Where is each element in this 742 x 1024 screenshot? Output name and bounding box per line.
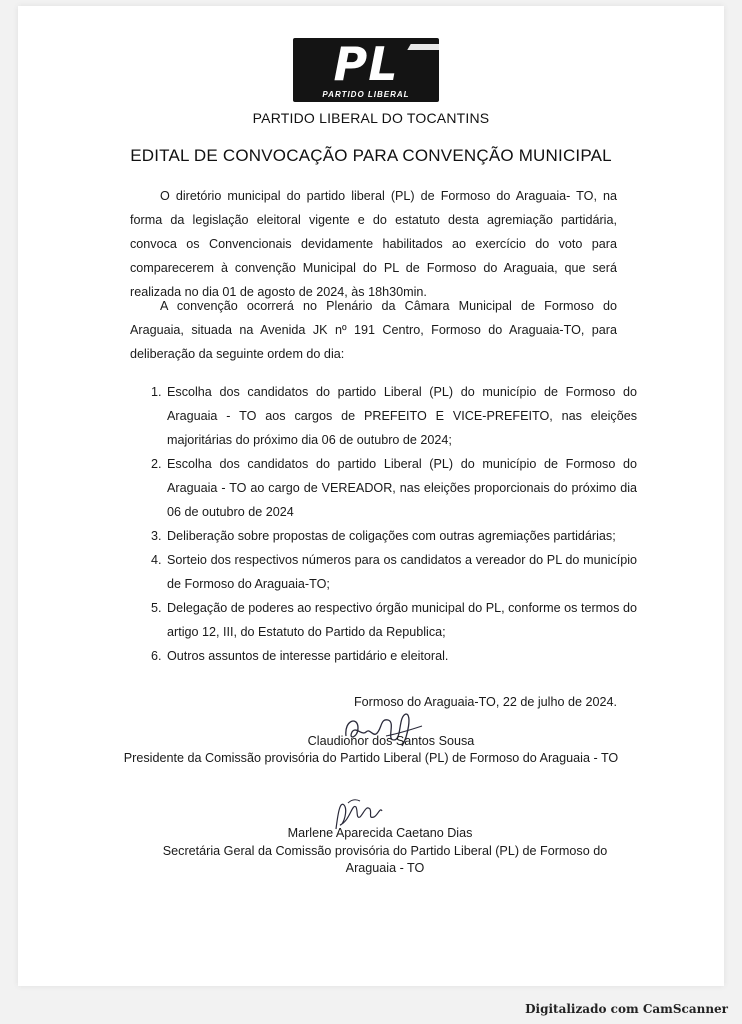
paragraph-convocation: O diretório municipal do partido liberal (PL) de Formoso do Araguaia- TO, na forma da legislação eleitoral vigente e do estatuto desta agremiação partidária, convoca os Convencionais devidamente habilitados ao exercício do voto para comparecerem à convenção Municipal do PL de Formoso do Araguaia, que será realizada no dia 01 de agosto de 2024, às 18h30min. bbox=[130, 189, 617, 299]
agenda-item: 4. Sorteio dos respectivos números para os candidatos a vereador do PL do município de Formoso do Araguaia-TO; bbox=[165, 548, 637, 596]
agenda-item: 1. Escolha dos candidatos do partido Liberal (PL) do município de Formoso do Araguaia - TO aos cargos de PREFEITO E VICE-PREFEITO, nas eleições majoritárias do próximo dia 06 de outubro de 2024; bbox=[165, 380, 637, 452]
agenda-item: 5. Delegação de poderes ao respectivo órgão municipal do PL, conforme os termos do artigo 12, III, do Estatuto do Partido da Republica; bbox=[165, 596, 637, 644]
signatory-2-name: Marlene Aparecida Caetano Dias bbox=[287, 826, 473, 840]
signatory-2-role: Secretária Geral da Comissão provisória do Partido Liberal (PL) de Formoso do Araguaia - TO bbox=[162, 844, 608, 875]
logo-subtitle: PARTIDO LIBERAL bbox=[322, 90, 410, 99]
signing-date: Formoso do Araguaia-TO, 22 de julho de 2024. bbox=[353, 695, 617, 709]
signatory-1-name: Claudionor dos Santos Sousa bbox=[307, 734, 475, 748]
agenda-item: 6. Outros assuntos de interesse partidário e eleitoral. bbox=[165, 644, 637, 668]
agenda-item: 2. Escolha dos candidatos do partido Liberal (PL) do município de Formoso do Araguaia - TO ao cargo de VEREADOR, nas eleições proporcionais do próximo dia 06 de outubro de 2024 bbox=[165, 452, 637, 524]
document-title: EDITAL DE CONVOCAÇÃO PARA CONVENÇÃO MUNICIPAL bbox=[130, 146, 612, 165]
camscanner-watermark: Digitalizado com CamScanner bbox=[525, 1002, 728, 1016]
paragraph-location: A convenção ocorrerá no Plenário da Câmara Municipal de Formoso do Araguaia, situada na Avenida JK nº 191 Centro, Formoso do Araguaia-TO, para deliberação da seguinte ordem do dia: bbox=[130, 299, 617, 361]
pl-logo bbox=[293, 38, 439, 102]
agenda-item: 3. Deliberação sobre propostas de coligações com outras agremiações partidárias; bbox=[165, 524, 637, 548]
agenda-list bbox=[145, 380, 637, 668]
signatory-1-role: Presidente da Comissão provisória do Partido Liberal (PL) de Formoso do Araguaia - TO bbox=[123, 751, 619, 765]
logo-text: PL bbox=[333, 38, 399, 91]
party-name: PARTIDO LIBERAL DO TOCANTINS bbox=[252, 110, 490, 126]
